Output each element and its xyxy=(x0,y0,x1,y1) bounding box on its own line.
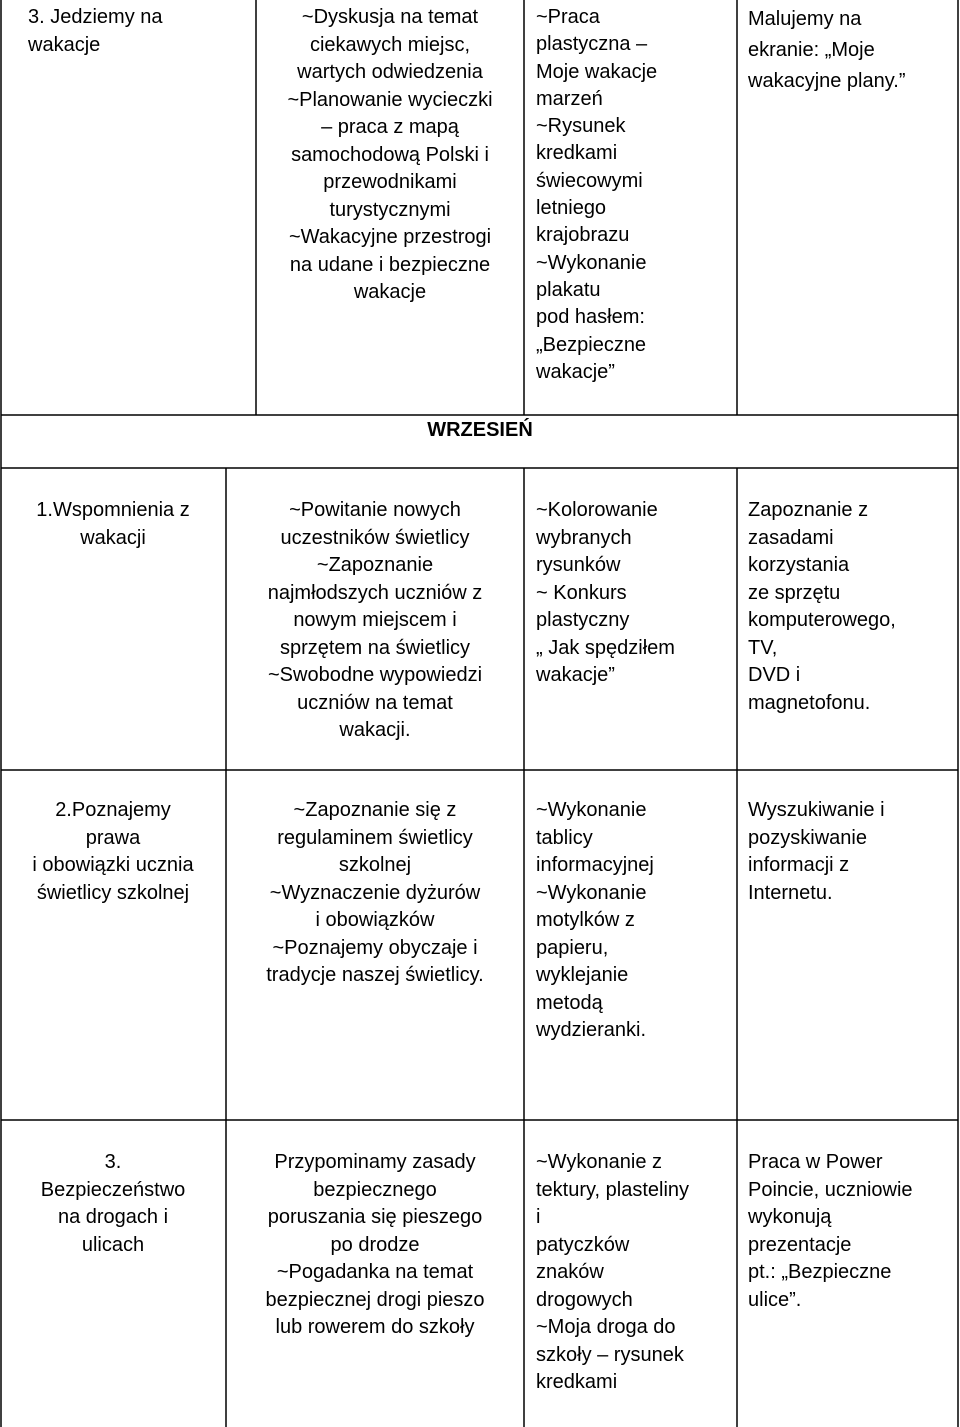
activities-cell: ~Zapoznanie się z regulaminem świetlicy szkolnej ~Wyznaczenie dyżurów i obowiązków ~Poznajemy obyczaje i tradycje naszej świetlicy. xyxy=(266,799,484,986)
art-activities-cell: ~Praca plastyczna – Moje wakacje marzeń ~Rysunek kredkami świecowymi letniego krajobrazu ~Wykonanie plakatu pod hasłem: „Bezpieczne wakacje” xyxy=(536,6,658,383)
topic-cell: 3. Jedziemy na wakacje xyxy=(28,6,163,56)
month-heading: WRZESIEŃ xyxy=(427,419,533,441)
topic-cell: 2.Poznajemy prawa i obowiązki ucznia świetlicy szkolnej xyxy=(32,799,194,904)
computer-activities-cell: Praca w Power Poincie, uczniowie wykonują prezentacje pt.: „Bezpieczne ulice”. xyxy=(748,1151,913,1311)
art-activities-cell: ~Wykonanie tablicy informacyjnej ~Wykonanie motylków z papieru, wyklejanie metodą wydzieranki. xyxy=(536,799,654,1041)
activities-cell: ~Dyskusja na temat ciekawych miejsc, wartych odwiedzenia ~Planowanie wycieczki – praca z mapą samochodową Polski i przewodnikami turystycznymi ~Wakacyjne przestrogi na udane i bezpieczne wakacje xyxy=(287,6,493,303)
topic-cell: 1.Wspomnienia z wakacji xyxy=(36,499,190,549)
activities-cell: ~Powitanie nowych uczestników świetlicy ~Zapoznanie najmłodszych uczniów z nowym miejscem i sprzętem na świetlicy ~Swobodne wypowiedzi uczniów na temat wakacji. xyxy=(267,499,483,741)
topic-cell: 3. Bezpieczeństwo na drogach i ulicach xyxy=(40,1151,186,1256)
computer-activities-cell: Malujemy na ekranie: „Moje wakacyjne plany.” xyxy=(748,8,906,92)
art-activities-cell: ~Kolorowanie wybranych rysunków ~ Konkurs plastyczny „ Jak spędziłem wakacje” xyxy=(536,499,675,686)
activities-cell: Przypominamy zasady bezpiecznego poruszania się pieszego po drodze ~Pogadanka na temat bezpiecznej drogi pieszo lub rowerem do szkoły xyxy=(265,1151,485,1338)
computer-activities-cell: Zapoznanie z zasadami korzystania ze sprzętu komputerowego, TV, DVD i magnetofonu. xyxy=(748,499,896,714)
art-activities-cell: ~Wykonanie z tektury, plasteliny i patyczków znaków drogowych ~Moja droga do szkoły – rysunek kredkami xyxy=(536,1151,690,1393)
computer-activities-cell: Wyszukiwanie i pozyskiwanie informacji z Internetu. xyxy=(748,799,885,904)
